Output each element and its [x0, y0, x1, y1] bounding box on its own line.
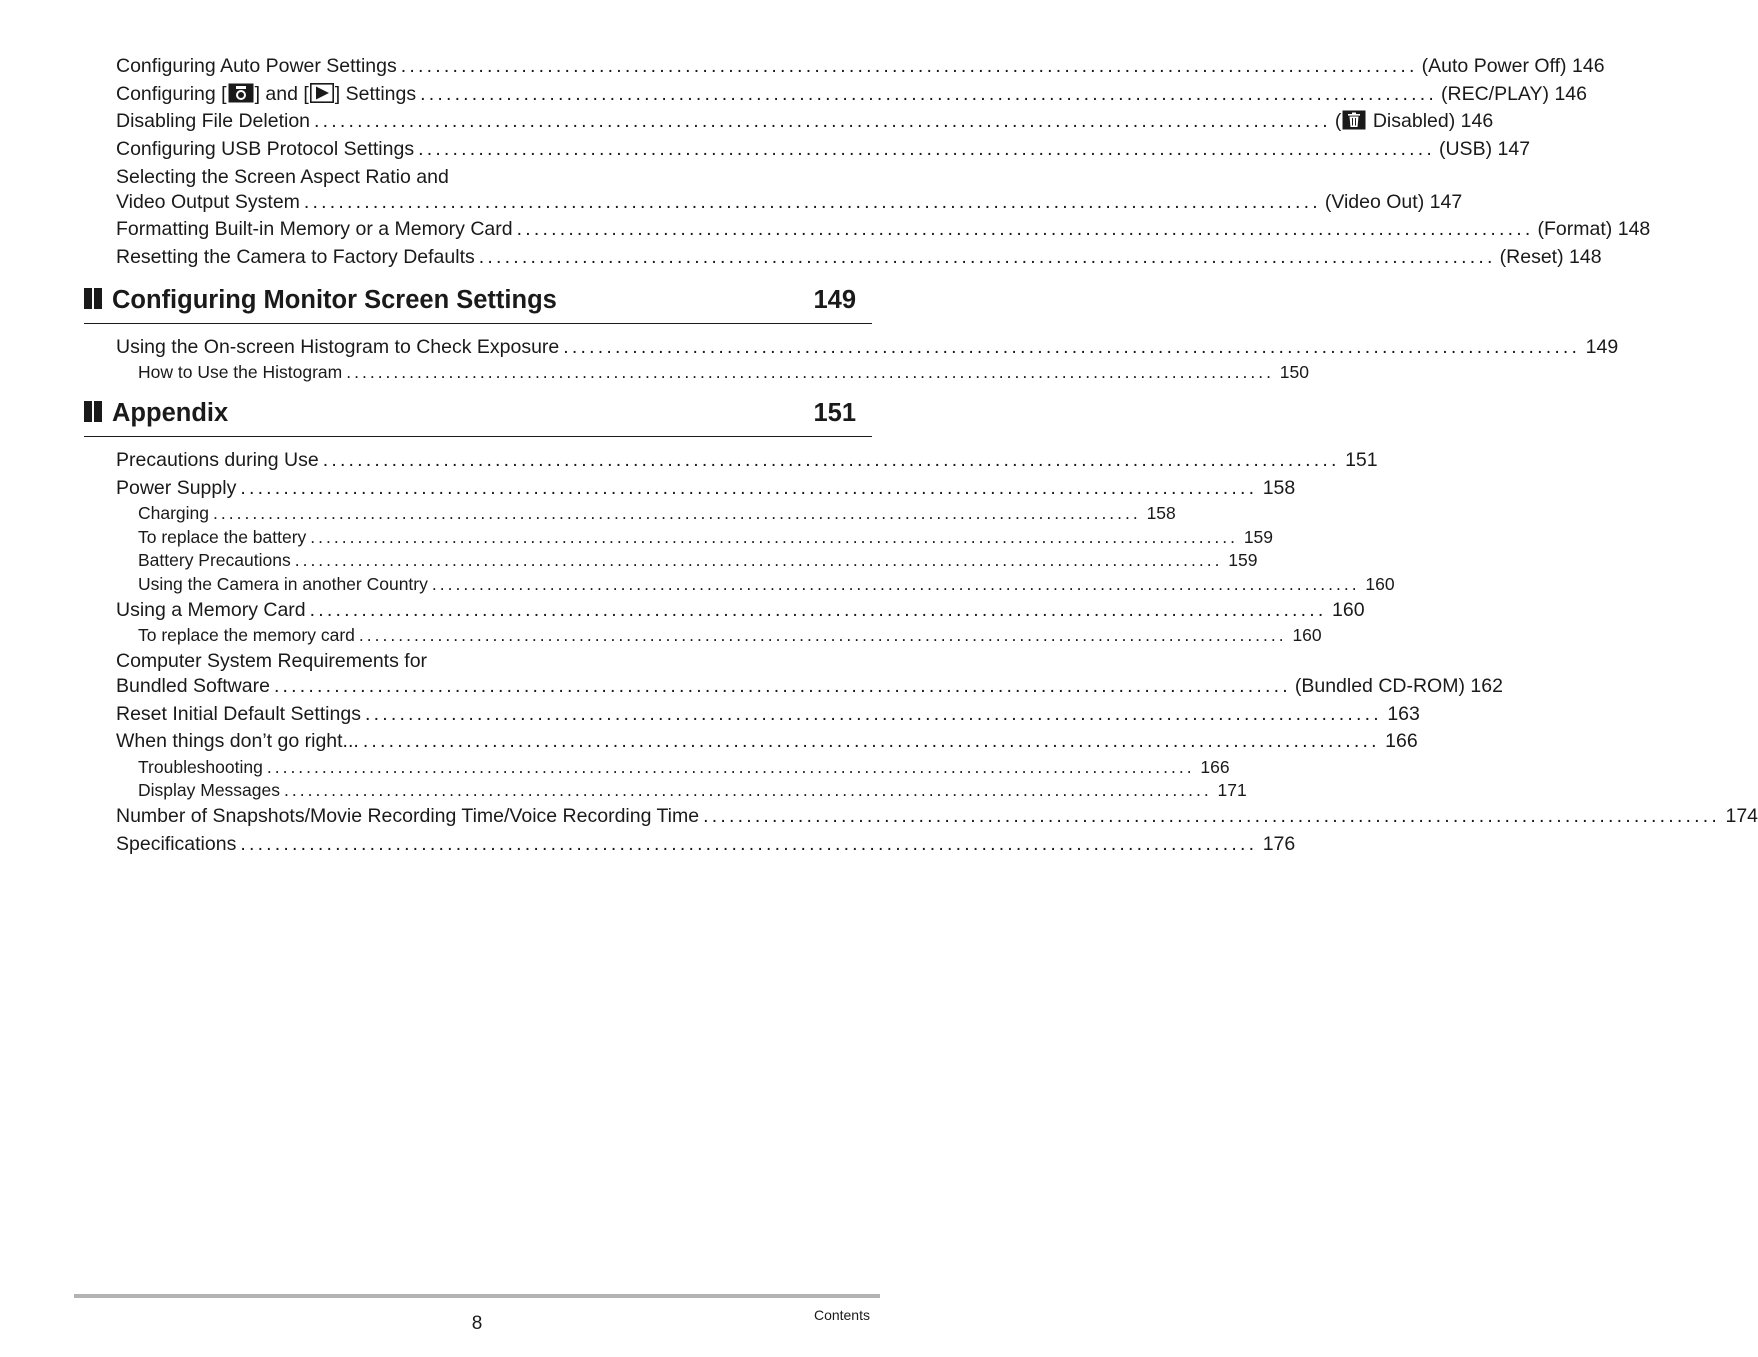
entry-title-part: Configuring [ [116, 83, 227, 105]
toc-entry-reset-defaults[interactable] [116, 702, 1420, 726]
entry-title [116, 82, 416, 106]
entry-title: Resetting the Camera to Factory Defaults [116, 246, 475, 268]
toc-entry-recording-time[interactable] [116, 804, 1758, 828]
toc-entry-rec-play[interactable] [116, 82, 1587, 106]
page-number: 151 [1345, 449, 1378, 471]
entry-ref: (Auto Power Off) [1421, 55, 1567, 77]
entry-title: Formatting Built-in Memory or a Memory Card [116, 218, 513, 240]
toc-entry-specifications[interactable] [116, 832, 1296, 856]
toc-entry-power-supply[interactable] [116, 476, 1296, 500]
trash-icon [1342, 110, 1366, 130]
entry-title: Charging [138, 503, 210, 523]
page-number: 159 [1243, 527, 1274, 547]
page-number: 158 [1146, 503, 1176, 523]
entry-title: Using the Camera in another Country [138, 574, 428, 594]
toc-entry-format[interactable] [116, 217, 1651, 241]
toc-entry-precautions[interactable] [116, 448, 1378, 472]
toc-entry-video-out[interactable] [116, 190, 1463, 214]
toc-entry-when-things-go-wrong[interactable] [116, 729, 1418, 753]
dot-leader: ...................................................................................................................... [516, 218, 1534, 240]
page-number: 176 [1262, 833, 1296, 855]
page-number: 149 [1585, 336, 1619, 358]
dot-leader: ...................................................................................................................... [294, 550, 1223, 570]
entry-title: Disabling File Deletion [116, 110, 311, 132]
entry-ref-part: Disabled) [1367, 110, 1456, 132]
page-number: 166 [1385, 730, 1418, 752]
entry-ref-part: ( [1334, 110, 1342, 132]
toc-entry-system-requirements[interactable] [116, 674, 1503, 698]
page-number: 160 [1332, 599, 1365, 621]
section-marker-icon [84, 401, 102, 422]
page-number: 146 [1572, 55, 1605, 77]
dot-leader: ...................................................................................................................... [322, 449, 1340, 471]
page-number: 148 [1617, 218, 1651, 240]
page-number: 160 [1292, 625, 1322, 645]
toc-entry-reset[interactable] [116, 245, 1602, 269]
entry-title: Bundled Software [116, 675, 270, 697]
page-number: 162 [1470, 675, 1503, 697]
toc-entry-system-requirements-line1[interactable] [116, 649, 857, 673]
dot-leader: ...................................................................................................................... [310, 527, 1239, 547]
toc-entry-memory-card[interactable] [116, 598, 1365, 622]
dot-leader: ...................................................................................................................... [240, 833, 1258, 855]
entry-ref: (Bundled CD-ROM) [1294, 675, 1465, 697]
toc-subentry-replace-memory-card[interactable] [126, 624, 1322, 646]
entry-title: Specifications [116, 833, 237, 855]
dot-leader: ...................................................................................................................... [362, 730, 1380, 752]
page-number: 147 [1497, 138, 1531, 160]
page-number: 148 [1569, 246, 1602, 268]
entry-title: Reset Initial Default Settings [116, 703, 361, 725]
entry-title: Computer System Requirements for [116, 650, 428, 672]
dot-leader: ...................................................................................................................... [213, 503, 1141, 523]
dot-leader: ...................................................................................................................... [400, 55, 1418, 77]
dot-leader: ...................................................................................................................... [431, 574, 1360, 594]
entry-ref [1335, 109, 1459, 133]
toc-entry-file-deletion[interactable] [116, 109, 1494, 133]
entry-title: Precautions during Use [116, 449, 319, 471]
entry-ref: (Reset) [1499, 246, 1564, 268]
footer-divider [74, 1294, 880, 1298]
entry-title: To replace the memory card [138, 625, 355, 645]
dot-leader: ...................................................................................................................... [346, 362, 1274, 382]
dot-leader: ...................................................................................................................... [418, 138, 1435, 160]
page-number: 150 [1279, 362, 1309, 382]
play-icon [310, 83, 334, 103]
entry-title: Using the On-screen Histogram to Check Exposure [116, 336, 560, 358]
toc-subentry-display-messages[interactable] [126, 779, 1247, 801]
dot-leader: ...................................................................................................................... [358, 625, 1287, 645]
dot-leader: ...................................................................................................................... [314, 110, 1331, 132]
entry-title: Troubleshooting [138, 757, 263, 777]
page-number: 160 [1365, 574, 1395, 594]
page-number: 159 [1228, 550, 1258, 570]
entry-ref: (Video Out) [1324, 191, 1425, 213]
page-number: 146 [1460, 110, 1494, 132]
dot-leader: ...................................................................................................................... [303, 191, 1321, 213]
toc-subentry-how-to-histogram[interactable] [126, 361, 1309, 383]
section-heading-appendix[interactable] [84, 396, 872, 437]
entry-ref: (Format) [1537, 218, 1613, 240]
page-number: 166 [1200, 757, 1230, 777]
entry-title: How to Use the Histogram [138, 362, 343, 382]
page-number: 174 [1725, 805, 1758, 827]
entry-title-part: ] Settings [334, 83, 417, 105]
entry-title-part: ] and [ [254, 83, 309, 105]
toc-entry-usb[interactable] [116, 137, 1531, 161]
entry-ref: (REC/PLAY) [1441, 83, 1549, 105]
dot-leader: ...................................................................................................................... [273, 675, 1291, 697]
footer-section-label: Contents [813, 1307, 870, 1323]
toc-subentry-replace-battery[interactable] [126, 526, 1274, 548]
entry-title: Configuring USB Protocol Settings [116, 138, 415, 160]
dot-leader: ...................................................................................................................... [478, 246, 1496, 268]
dot-leader: ...................................................................................................................... [563, 336, 1581, 358]
toc-entry-histogram[interactable] [116, 335, 1619, 359]
dot-leader: ...................................................................................................................... [284, 780, 1212, 800]
section-marker-icon [84, 288, 102, 309]
dot-leader: ...................................................................................................................... [703, 805, 1721, 827]
dot-leader: ...................................................................................................................... [420, 83, 1437, 105]
entry-title: To replace the battery [138, 527, 307, 547]
entry-title: Video Output System [116, 191, 300, 213]
page-number: 163 [1387, 703, 1420, 725]
toc-subentry-another-country[interactable] [126, 573, 1395, 595]
entry-ref: (USB) [1438, 138, 1493, 160]
dot-leader: ...................................................................................................................... [364, 703, 1382, 725]
entry-title: When things don’t go right... [116, 730, 359, 752]
section-title: Configuring Monitor Screen Settings [112, 286, 557, 314]
page-number: 171 [1217, 780, 1247, 800]
toc-subentry-troubleshooting[interactable] [126, 756, 1230, 778]
dot-leader: ...................................................................................................................... [309, 599, 1327, 621]
page-number: 146 [1554, 83, 1587, 105]
entry-title: Power Supply [116, 477, 237, 499]
section-heading-monitor[interactable] [84, 283, 872, 324]
section-page-number: 149 [813, 286, 856, 314]
entry-title: Number of Snapshots/Movie Recording Time/Voice Recording Time [116, 805, 700, 827]
entry-title: Selecting the Screen Aspect Ratio and [116, 166, 449, 188]
toc-entry-auto-power[interactable] [116, 54, 1605, 78]
dot-leader: ...................................................................................................................... [266, 757, 1195, 777]
entry-title: Using a Memory Card [116, 599, 306, 621]
entry-title: Configuring Auto Power Settings [116, 55, 397, 77]
toc-entry-video-out-line1[interactable] [116, 165, 857, 189]
footer-page-number: 8 [471, 1313, 483, 1334]
entry-title: Display Messages [138, 780, 280, 800]
entry-title: Battery Precautions [138, 550, 291, 570]
toc-subentry-charging[interactable] [126, 502, 1176, 524]
page-number: 147 [1429, 191, 1463, 213]
camera-icon [228, 83, 254, 103]
section-title: Appendix [112, 399, 229, 427]
page-number: 158 [1262, 477, 1296, 499]
section-page-number: 151 [813, 399, 856, 427]
dot-leader: ...................................................................................................................... [240, 477, 1258, 499]
toc-subentry-battery-precautions[interactable] [126, 549, 1258, 571]
